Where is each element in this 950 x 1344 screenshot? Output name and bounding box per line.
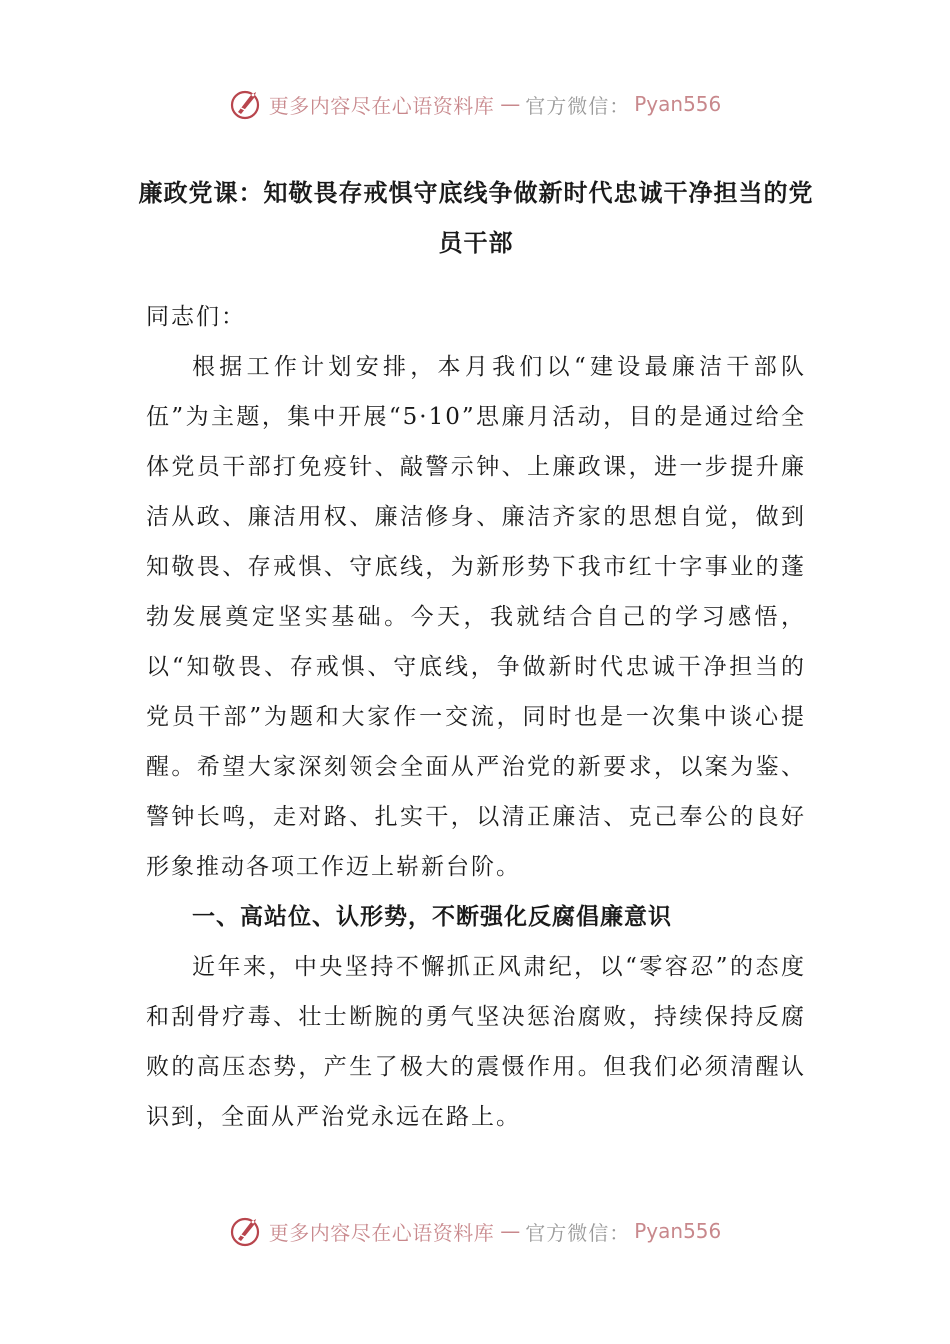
banner-text: 更多内容尽在心语资料库 [268, 1220, 495, 1245]
banner-separator: — [500, 92, 520, 116]
banner-text: 更多内容尽在心语资料库 [268, 93, 495, 118]
banner-separator: — [500, 1219, 520, 1243]
paragraph-intro: 根据工作计划安排，本月我们以“建设最廉洁干部队伍”为主题，集中开展“5·10”思廉月活动，目的是通过给全体党员干部打免疫针、敲警示钟、上廉政课，进一步提升廉洁从政、廉洁用权、廉洁修身、廉洁齐家的思想自觉，做到知敬畏、存戒惧、守底线，为新形势下我市红十字事业的蓬勃发展奠定坚实基础。今天，我就结合自己的学习感悟，以“知敬畏、存戒惧、守底线，争做新时代忠诚干净担当的党员干部”为题和大家作一交流，同时也是一次集中谈心提醒。希望大家深刻领会全面从严治党的新要求，以案为鉴、警钟长鸣，走对路、扎实干，以清正廉洁、克己奉公的良好形象推动各项工作迈上崭新台阶。 [146, 354, 806, 880]
banner-wechat-id: Pyan556 [634, 92, 722, 116]
section-heading-1: 一、高站位、认形势，不断强化反腐倡廉意识 [192, 904, 672, 930]
document-body [138, 168, 814, 1142]
banner-wechat-id: Pyan556 [634, 1219, 722, 1243]
salutation: 同志们： [146, 304, 246, 330]
banner-official-label: 官方微信： [525, 93, 631, 118]
header-banner [0, 84, 950, 124]
paragraph-section-1: 近年来，中央坚持不懈抓正风肃纪，以“零容忍”的态度和刮骨疗毒、壮士断腕的勇气坚决惩治腐败，持续保持反腐败的高压态势，产生了极大的震慑作用。但我们必须清醒认识到，全面从严治党永远在路上。 [146, 954, 806, 1130]
pen-nib-logo-icon [229, 86, 265, 122]
pen-nib-logo-icon [229, 1213, 265, 1249]
document-title: 廉政党课：知敬畏存戒惧守底线争做新时代忠诚干净担当的党员干部 [138, 179, 814, 257]
footer-banner [0, 1211, 950, 1251]
banner-official-label: 官方微信： [525, 1220, 631, 1245]
